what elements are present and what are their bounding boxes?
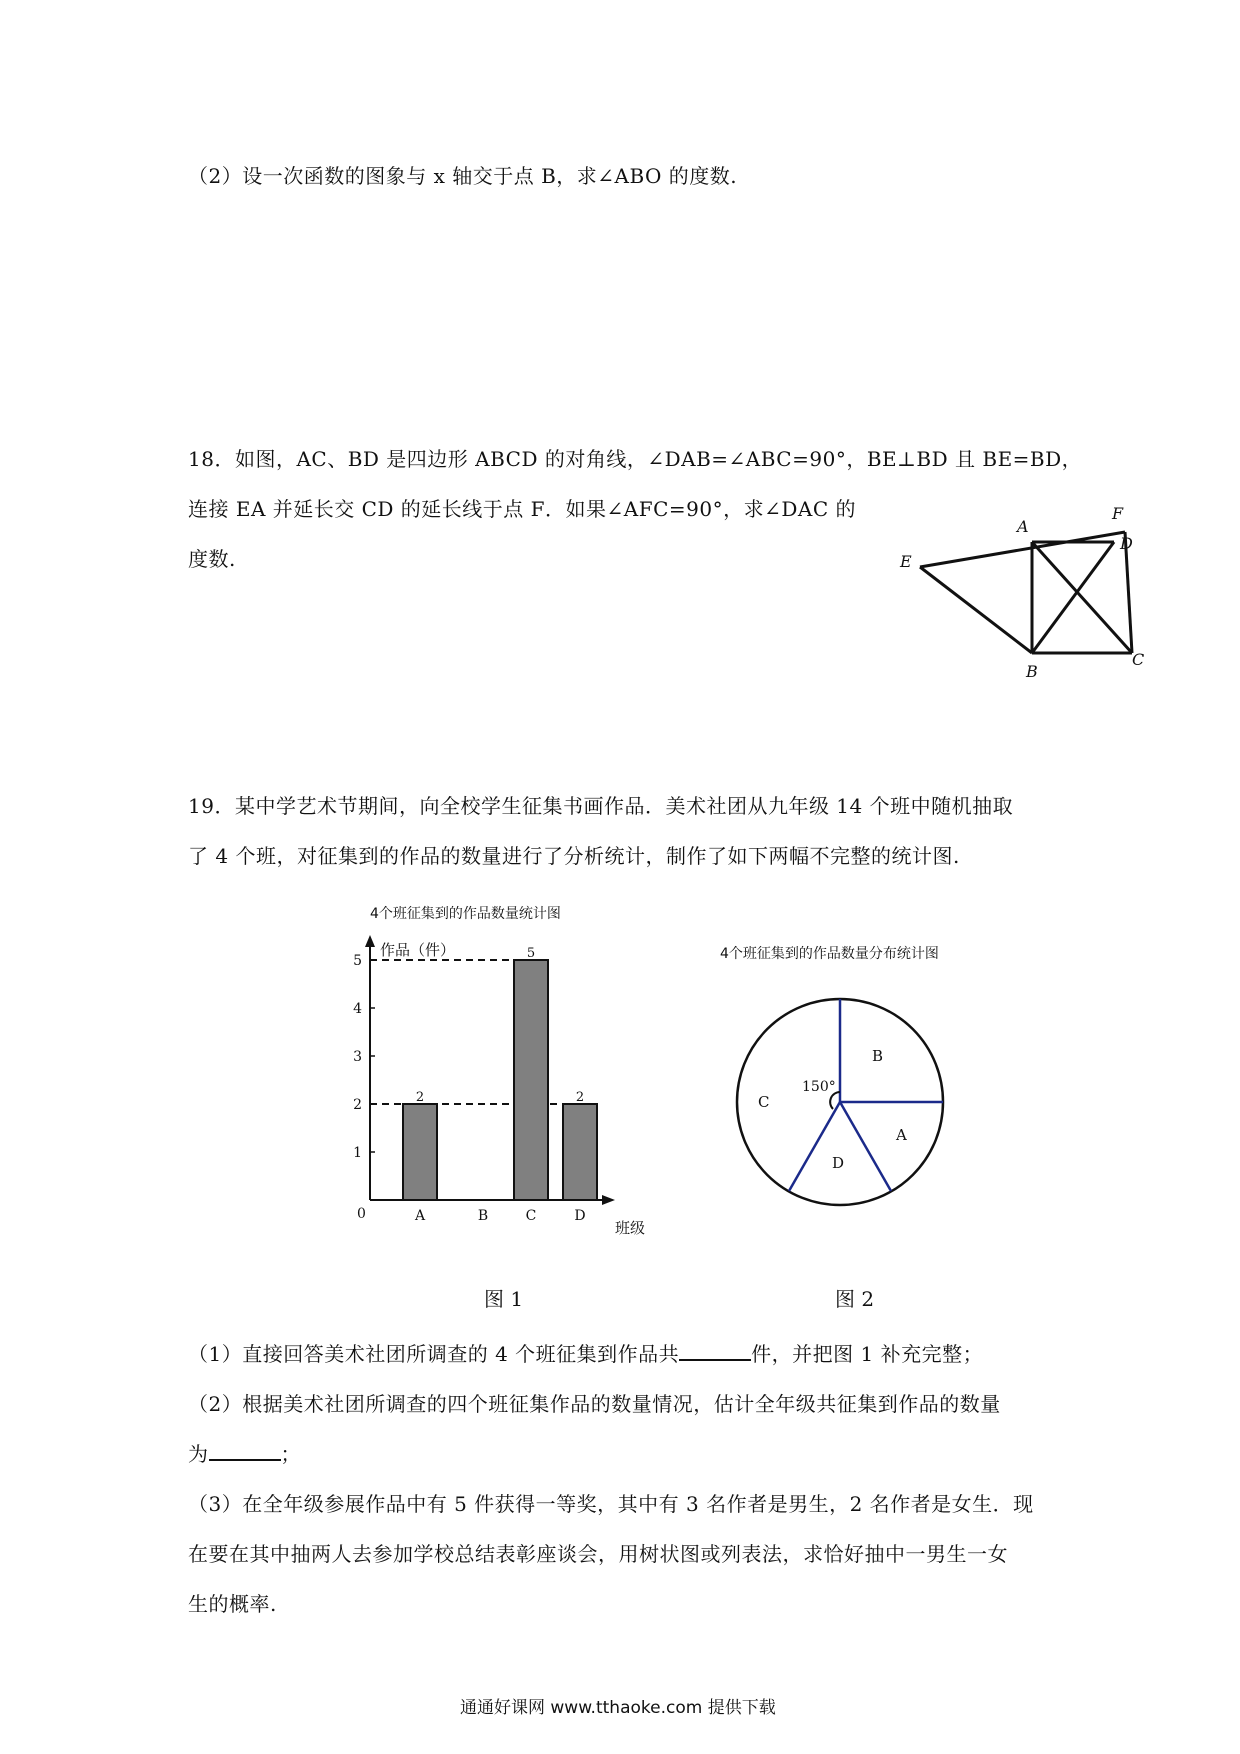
pie-label-D: D bbox=[832, 1154, 845, 1172]
y-tick-label-5: 5 bbox=[353, 953, 362, 969]
bar-C bbox=[514, 960, 548, 1200]
q19-sub2-line1: （2）根据美术社团所调查的四个班征集作品的数量情况，估计全年级共征集到作品的数量 bbox=[188, 1392, 1001, 1416]
q19-sub1-text-a: （1）直接回答美术社团所调查的 4 个班征集到作品共 bbox=[188, 1342, 680, 1366]
y-tick-label-2: 2 bbox=[353, 1097, 362, 1113]
y-axis-arrow bbox=[365, 935, 375, 947]
bar-chart-title: 4个班征集到的作品数量统计图 bbox=[370, 906, 561, 922]
q19-sub2-text-b: ； bbox=[280, 1442, 301, 1466]
y-tick-label-4: 4 bbox=[353, 1001, 362, 1017]
answer-blank-1[interactable] bbox=[679, 1341, 751, 1361]
segment-EF bbox=[920, 532, 1125, 567]
q19-sub2-line2 bbox=[188, 1438, 301, 1467]
bar-value-label-A: 2 bbox=[415, 1090, 425, 1105]
q19-sub1 bbox=[188, 1338, 983, 1367]
y-tick-label-1: 1 bbox=[353, 1145, 362, 1161]
diagonal-BD bbox=[1032, 542, 1114, 653]
fig1-caption: 图 1 bbox=[484, 1287, 524, 1311]
segment-EB bbox=[920, 567, 1032, 653]
label-E: E bbox=[900, 552, 912, 571]
bar-layer bbox=[370, 946, 597, 1200]
bar-chart bbox=[340, 895, 670, 1235]
x-tick-label-A: A bbox=[414, 1208, 426, 1224]
q19-sub2-text-a: 为 bbox=[188, 1442, 209, 1466]
x-tick-label-C: C bbox=[525, 1208, 537, 1224]
q18-line1: 18．如图，AC、BD 是四边形 ABCD 的对角线，∠DAB=∠ABC=90°，BE⊥BD 且 BE=BD， bbox=[188, 447, 1083, 471]
diagonal-AC bbox=[1032, 542, 1132, 653]
label-A: A bbox=[1017, 517, 1029, 536]
q19-sub3-line3: 生的概率. bbox=[188, 1592, 277, 1616]
bar-D bbox=[563, 1104, 597, 1200]
footer-text: 通通好课网 www.tthaoke.com 提供下载 bbox=[460, 1698, 776, 1718]
pie-label-C: C bbox=[758, 1093, 770, 1111]
q17-part2: （2）设一次函数的图象与 x 轴交于点 B，求∠ABO 的度数. bbox=[188, 164, 738, 188]
pie-label-A: A bbox=[896, 1126, 907, 1144]
label-F: F bbox=[1112, 504, 1124, 523]
x-axis-arrow bbox=[602, 1195, 615, 1205]
q19-sub3-line2: 在要在其中抽两人去参加学校总结表彰座谈会，用树状图或列表法，求恰好抽中一男生一女 bbox=[188, 1542, 1008, 1566]
x-tick-label-B: B bbox=[477, 1208, 489, 1224]
q19-sub1-text-b: 件，并把图 1 补充完整； bbox=[751, 1342, 984, 1366]
fig2-caption: 图 2 bbox=[835, 1287, 875, 1311]
pie-label-B: B bbox=[872, 1047, 884, 1065]
pie-radius-3 bbox=[840, 1102, 891, 1191]
label-C: C bbox=[1132, 650, 1145, 669]
pie-chart bbox=[720, 930, 960, 1220]
bar-chart-xlabel: 班级 bbox=[615, 1219, 646, 1235]
bar-value-label-D: 2 bbox=[575, 1090, 585, 1105]
q18-geometry-figure bbox=[880, 495, 1180, 690]
q19-line1: 19．某中学艺术节期间，向全校学生征集书画作品．美术社团从九年级 14 个班中随机抽取 bbox=[188, 794, 1014, 818]
label-D: D bbox=[1120, 534, 1133, 553]
pie-angle-label: 150° bbox=[802, 1079, 836, 1095]
pie-radius-4 bbox=[789, 1102, 840, 1191]
pie-chart-title: 4个班征集到的作品数量分布统计图 bbox=[720, 946, 939, 962]
q18-line2: 连接 EA 并延长交 CD 的延长线于点 F．如果∠AFC=90°，求∠DAC 的 bbox=[188, 497, 857, 521]
bar-value-label-C: 5 bbox=[526, 946, 536, 961]
x-tick-label-D: D bbox=[574, 1208, 586, 1224]
bar-chart-ylabel: 作品（件） bbox=[380, 941, 456, 959]
q19-line2: 了 4 个班，对征集到的作品的数量进行了分析统计，制作了如下两幅不完整的统计图. bbox=[188, 844, 960, 868]
bar-chart-origin-label: 0 bbox=[357, 1206, 366, 1222]
q18-line3: 度数. bbox=[188, 547, 236, 571]
bar-A bbox=[403, 1104, 437, 1200]
answer-blank-2[interactable] bbox=[209, 1441, 281, 1461]
q19-sub3-line1: （3）在全年级参展作品中有 5 件获得一等奖，其中有 3 名作者是男生，2 名作者是女生．现 bbox=[188, 1492, 1034, 1516]
y-tick-label-3: 3 bbox=[353, 1049, 362, 1065]
label-B: B bbox=[1026, 662, 1038, 681]
